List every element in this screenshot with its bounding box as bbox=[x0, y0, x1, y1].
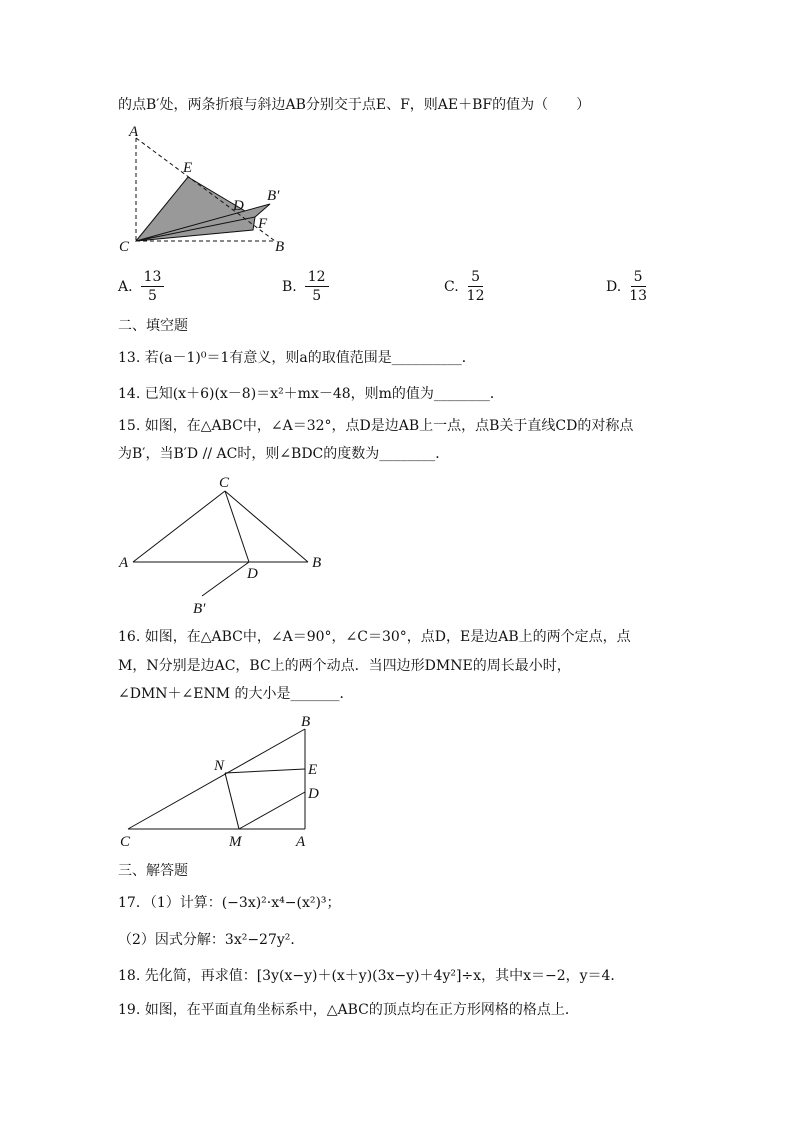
edge-ac bbox=[133, 491, 225, 562]
q15-line-2: 为B′，当B′D // AC时，则∠BDC的度数为________． bbox=[118, 446, 450, 462]
label-n: N bbox=[214, 758, 225, 774]
option-b[interactable] bbox=[282, 268, 329, 305]
option-d-letter: D. bbox=[606, 278, 622, 295]
option-a-num: 13 bbox=[141, 268, 165, 287]
edge-cb bbox=[128, 729, 305, 829]
q19-text: 19. 如图，在平面直角坐标系中，△ABC的顶点均在正方形网格的格点上． bbox=[118, 1002, 579, 1018]
q18-text: 18. 先化简，再求值：[3y(x−y)＋(x＋y)(3x−y)＋4y²]÷x，其中x＝−2，y＝4． bbox=[118, 968, 625, 984]
label-e: E bbox=[183, 160, 193, 176]
label-b-prime: B′ bbox=[267, 188, 280, 204]
q17-part-1: 17．（1）计算：(−3x)²·x⁴−(x²)³； bbox=[118, 895, 341, 911]
edge-nm bbox=[225, 773, 239, 829]
option-a-letter: A. bbox=[118, 278, 133, 295]
q12-text: 的点B′处，两条折痕与斜边AB分别交于点E、F，则AE＋BF的值为（ ） bbox=[118, 97, 591, 113]
section-2-heading: 二、填空题 bbox=[118, 318, 188, 334]
option-c-den: 12 bbox=[466, 288, 485, 304]
label-c: C bbox=[219, 475, 230, 491]
q16-line-1: 16. 如图，在△ABC中，∠A＝90°，∠C＝30°，点D，E是边AB上的两个定点，点 bbox=[118, 629, 631, 645]
option-d[interactable] bbox=[606, 268, 647, 305]
q13-text: 13. 若(a－1)⁰＝1有意义，则a的取值范围是__________． bbox=[118, 350, 476, 366]
label-b: B bbox=[301, 714, 311, 730]
label-e: E bbox=[308, 762, 318, 778]
label-b: B bbox=[312, 555, 322, 571]
option-a[interactable] bbox=[118, 268, 164, 305]
label-b-prime: B′ bbox=[193, 601, 206, 617]
option-b-letter: B. bbox=[282, 278, 297, 295]
option-b-den: 5 bbox=[312, 288, 322, 304]
edge-ne bbox=[225, 769, 305, 773]
label-f: F bbox=[258, 216, 268, 232]
option-d-den: 13 bbox=[629, 288, 648, 304]
option-a-den: 5 bbox=[148, 288, 157, 304]
q17-part-2: （2）因式分解：3x²−27y²． bbox=[118, 932, 305, 948]
edge-md bbox=[239, 792, 305, 829]
option-d-num: 5 bbox=[631, 268, 646, 287]
figure-q15 bbox=[115, 470, 335, 620]
option-c-num: 5 bbox=[468, 268, 483, 287]
label-a: A bbox=[119, 555, 129, 571]
label-a: A bbox=[296, 834, 306, 850]
label-d: D bbox=[247, 566, 258, 582]
label-a: A bbox=[129, 124, 139, 140]
option-c-letter: C. bbox=[444, 278, 459, 295]
q16-line-3: ∠DMN＋∠ENM 的大小是_______． bbox=[118, 686, 354, 702]
label-c: C bbox=[120, 834, 131, 850]
q16-line-2: M，N分别是边AC，BC上的两个动点．当四边形DMNE的周长最小时， bbox=[118, 658, 571, 674]
label-d: D bbox=[308, 786, 319, 802]
option-c[interactable] bbox=[444, 268, 485, 305]
label-m: M bbox=[229, 834, 242, 850]
option-b-num: 12 bbox=[305, 268, 329, 287]
section-3-heading: 三、解答题 bbox=[118, 863, 188, 879]
q14-text: 14. 已知(x＋6)(x－8)＝x²＋mx－48，则m的值为________． bbox=[118, 386, 504, 402]
figure-q16 bbox=[112, 710, 327, 855]
label-c: C bbox=[119, 239, 130, 255]
q15-line-1: 15. 如图，在△ABC中，∠A＝32°，点D是边AB上一点，点B关于直线CD的对称点 bbox=[118, 418, 634, 434]
edge-db-prime bbox=[202, 562, 249, 596]
label-d: D bbox=[233, 198, 244, 214]
label-b: B bbox=[275, 239, 285, 255]
figure-q12 bbox=[115, 120, 295, 260]
